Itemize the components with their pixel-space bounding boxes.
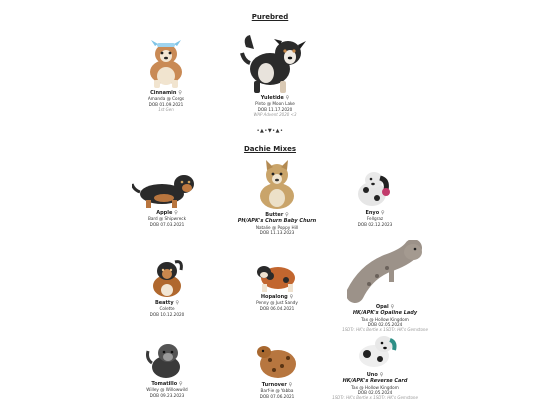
dog-image-apple[interactable] <box>132 170 202 210</box>
female-icon: ♀ <box>390 304 395 310</box>
female-icon: ♀ <box>174 210 178 216</box>
female-icon: ♀ <box>178 381 183 387</box>
owner-line: Penny @ Just Sandy <box>256 300 298 306</box>
dog-image-beatty[interactable] <box>145 258 189 300</box>
section-heading-dachie-mixes: Dachie Mixes <box>243 145 297 153</box>
dog-name: Turnover ♀ <box>261 382 293 388</box>
section-divider: •▲•▼•▲• <box>256 128 284 134</box>
registered-name: HK/APK's Reverse Card <box>342 378 408 385</box>
owner-line: Fellgraz <box>366 216 384 222</box>
dog-image-uno[interactable] <box>352 334 398 372</box>
note-line: WAP Advent 2020 <3 <box>253 111 297 117</box>
dog-image-yuletide[interactable] <box>240 33 310 95</box>
dog-image-enyo[interactable] <box>350 170 400 210</box>
dog-image-hopalong[interactable] <box>252 258 302 294</box>
owner-line: Tax @ Hollow Kingdom <box>361 316 409 322</box>
dog-name: Yuletide ♀ <box>260 95 290 101</box>
dog-name: Butter ♀ <box>265 212 289 218</box>
dog-card-turnover[interactable] <box>222 340 332 399</box>
female-icon: ♀ <box>379 372 384 378</box>
owner-line: Barf-ie @ Yabba <box>260 388 294 394</box>
note-line: 1st Gen <box>158 106 174 112</box>
female-icon: ♀ <box>175 300 180 306</box>
owner-line: Tax @ Hollow Kingdom <box>351 384 399 390</box>
owner-line: Amanda @ Corgs <box>147 96 185 102</box>
female-icon: ♀ <box>178 90 182 96</box>
owner-line: Willey @ Willowwild <box>146 387 188 393</box>
dog-card-cinnamin[interactable] <box>111 38 221 112</box>
dog-name: Apple ♀ <box>156 210 178 216</box>
dog-card-opal[interactable] <box>330 240 440 332</box>
dog-image-tomatillo[interactable] <box>144 341 190 381</box>
dob-line: DOB 10.12.2020 <box>149 311 185 317</box>
dob-line: DOB 06.04.2021 <box>259 305 295 311</box>
dog-card-butter[interactable] <box>222 160 332 235</box>
note-line: 1SDTr. HK's Bertie x 1SDTr. HK's Gemstone <box>342 327 428 332</box>
female-icon: ♀ <box>288 382 293 388</box>
dog-name: Hopalong ♀ <box>260 294 294 300</box>
dog-card-yuletide[interactable] <box>220 33 330 117</box>
dog-card-beatty[interactable] <box>112 258 222 317</box>
section-heading-purebred: Purebred <box>251 13 289 21</box>
dog-card-hopalong[interactable] <box>222 258 332 311</box>
dob-line: DOB 11.17.2020 <box>257 106 293 112</box>
owner-line: Natalie @ Poppy Hill <box>255 224 299 230</box>
dog-card-enyo[interactable] <box>320 170 430 227</box>
owner-line: Bard @ Shipwreck <box>147 216 187 222</box>
dog-name: Beatty ♀ <box>154 300 180 306</box>
dob-line: DOB 02.05.2024 <box>367 321 403 327</box>
dog-name: Uno ♀ <box>366 372 384 378</box>
dog-name: Tomatillo ♀ <box>151 381 183 387</box>
owner-line: Pinto @ Moon Lake <box>255 101 295 107</box>
registered-name: PH/APK's Churn Baby Churn <box>237 218 317 225</box>
dog-name: Enyo ♀ <box>365 210 385 216</box>
dob-line: DOB 02.05.2024 <box>357 389 393 395</box>
female-icon: ♀ <box>285 212 289 218</box>
dob-line: DOB 07.03.2021 <box>149 221 185 227</box>
owner-line: Colette <box>159 306 175 312</box>
dog-card-uno[interactable] <box>320 334 430 400</box>
female-icon: ♀ <box>285 95 290 101</box>
dog-card-apple[interactable] <box>112 170 222 227</box>
dog-image-turnover[interactable] <box>252 340 302 382</box>
note-line: 1SDTr. HK's Bertie x 1SDTr. HK's Gemstone <box>332 395 418 400</box>
female-icon: ♀ <box>289 294 294 300</box>
dog-name: Opal ♀ <box>375 304 395 310</box>
dob-line: DOB 07.06.2021 <box>259 393 295 399</box>
dog-name: Cinnamin ♀ <box>150 90 182 96</box>
female-icon: ♀ <box>380 210 385 216</box>
dog-image-cinnamin[interactable] <box>141 38 191 90</box>
dog-image-butter[interactable] <box>254 160 300 212</box>
registered-name: HK/APK's Opaline Lady <box>352 310 418 317</box>
dob-line: DOB 02.12.2023 <box>357 221 393 227</box>
dog-image-opal[interactable] <box>347 240 423 304</box>
dob-line: DOB 11.13.2023 <box>259 229 295 235</box>
dog-card-tomatillo[interactable] <box>112 341 222 398</box>
dob-line: DOB 09.23.2023 <box>149 392 185 398</box>
dob-line: DOB 01.09.2021 <box>148 101 184 107</box>
